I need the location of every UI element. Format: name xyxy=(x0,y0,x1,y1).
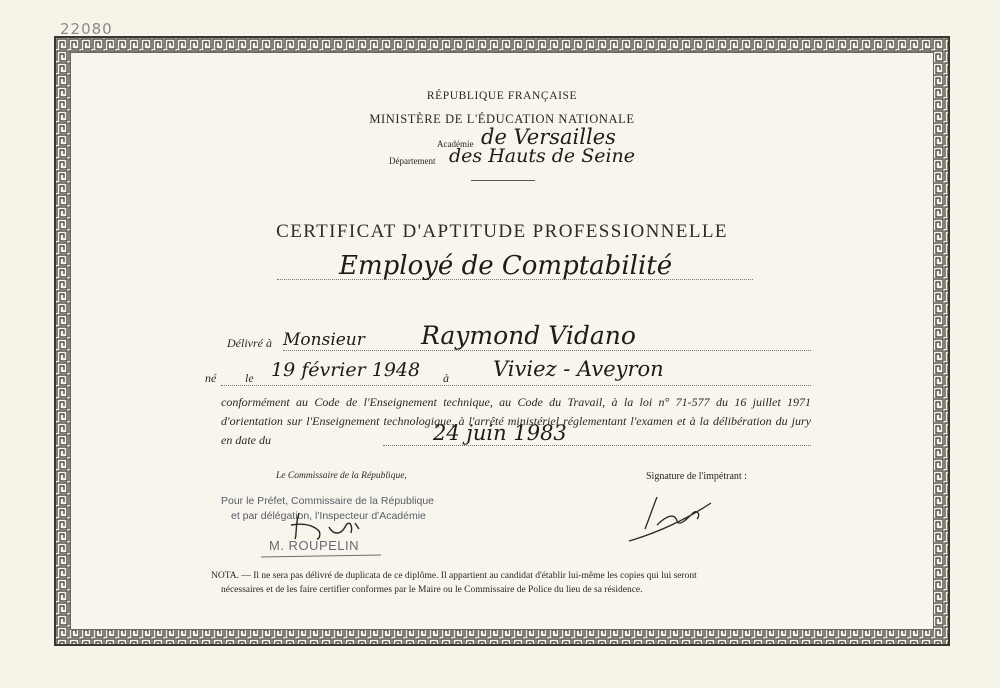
birth-date: 19 février 1948 xyxy=(271,359,421,381)
stamp-name: M. ROUPELIN xyxy=(269,538,360,553)
nota-line-2: nécessaires et de les faire certifier conformes par le Maire ou le Commissaire de Police du lieu de sa résidence. xyxy=(221,585,643,595)
ne-label: né xyxy=(205,371,217,385)
nota-line-1: NOTA. — Il ne sera pas délivré de duplicata de ce diplôme. Il appartient au candidat d'établir lui-même les copies qui lui seront xyxy=(211,571,697,581)
certificate-sheet xyxy=(70,52,934,630)
departement-value: des Hauts de Seine xyxy=(449,145,636,167)
stamp-underline xyxy=(261,551,391,561)
birth-place: Viviez - Aveyron xyxy=(493,357,664,381)
academie-label: Académie xyxy=(437,139,474,149)
republique-heading: RÉPUBLIQUE FRANÇAISE xyxy=(426,90,578,102)
nota-section xyxy=(211,569,891,597)
civility-value: Monsieur xyxy=(283,330,365,350)
commissaire-label: Le Commissaire de la République, xyxy=(276,471,407,481)
departement-label: Département xyxy=(389,156,436,166)
birth-dotted-line xyxy=(221,385,811,386)
ministere-heading: MINISTÈRE DE L'ÉDUCATION NATIONALE xyxy=(369,112,635,126)
impetrant-signature-label: Signature de l'impétrant : xyxy=(646,471,747,482)
specialty-value: Employé de Comptabilité xyxy=(339,251,673,281)
stamp-line-2: et par délégation, l'Inspecteur d'Académie xyxy=(231,510,426,522)
le-label: le xyxy=(245,371,254,385)
jury-date: 24 juin 1983 xyxy=(433,421,567,445)
separator-rule xyxy=(471,180,535,181)
certificate-title: CERTIFICAT D'APTITUDE PROFESSIONNELLE xyxy=(276,221,728,242)
holder-name: Raymond Vidano xyxy=(421,321,636,350)
jury-date-dotted-line xyxy=(383,445,811,446)
delivered-label: Délivré à xyxy=(227,336,272,350)
a-label: à xyxy=(443,371,449,385)
page-number: 22080 xyxy=(60,20,113,38)
academie-value: de Versailles xyxy=(481,125,616,149)
stamp-line-1: Pour le Préfet, Commissaire de la République xyxy=(221,495,435,507)
conformity-paragraph: conformément au Code de l'Enseignement technique, au Code du Travail, à la loi n° 71-577 du 16 juillet 1971 d'orientation sur l'Enseignement technologique, à l'arrêté ministériel réglementant l'examen et à la délibération du jury en date du xyxy=(221,395,811,447)
delivered-dotted-line xyxy=(283,350,811,351)
holder-signature xyxy=(627,489,717,549)
